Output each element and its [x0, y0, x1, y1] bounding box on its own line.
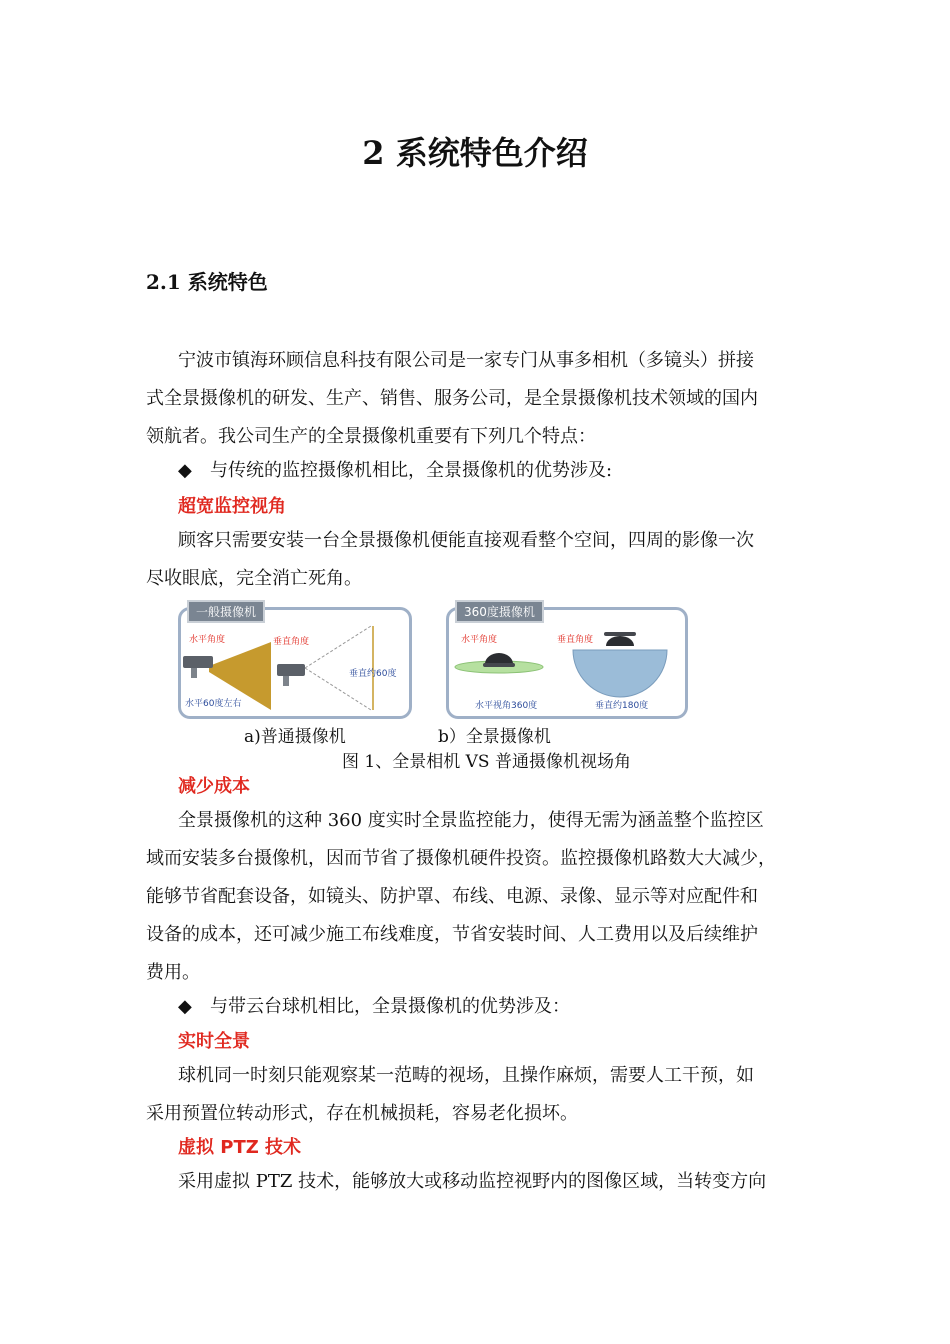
figure-tag: 一般摄像机 [187, 600, 265, 623]
label-horizontal-value: 水平60度左右 [185, 699, 242, 709]
bullet-text: 与传统的监控摄像机相比，全景摄像机的优势涉及: [210, 460, 613, 481]
paragraph-line: 全景摄像机的这种 360 度实时全景监控能力，使得无需为涵盖整个监控区 [178, 810, 764, 831]
label-vertical: 垂直角度 [273, 637, 310, 647]
feature-heading: 减少成本 [178, 776, 250, 797]
paragraph-line: 费用。 [146, 962, 200, 983]
paragraph-line: 采用预置位转动形式，存在机械损耗，容易老化损坏。 [146, 1103, 578, 1124]
dome-camera-icon [485, 653, 513, 664]
diamond-bullet-icon: ◆ [178, 460, 192, 481]
paragraph-line: 域而安装多台摄像机，因而节省了摄像机硬件投资。监控摄像机路数大大减少， [146, 848, 776, 869]
figure-normal-camera [178, 607, 412, 719]
paragraph-line: 能够节省配套设备，如镜头、防护罩、布线、电源、录像、显示等对应配件和 [146, 886, 758, 907]
diamond-bullet-icon: ◆ [178, 996, 192, 1017]
section-heading: 2.1 系统特色 [146, 270, 268, 294]
figure-tag: 360度摄像机 [455, 600, 544, 623]
figure-subcaption-a: a)普通摄像机 [244, 727, 346, 747]
paragraph-line: 领航者。我公司生产的全景摄像机重要有下列几个特点： [146, 426, 596, 447]
camera-body-icon [183, 656, 213, 668]
page-title: 2 系统特色介绍 [362, 134, 588, 172]
label-horizontal-value: 水平视角360度 [475, 701, 538, 711]
bullet-item [178, 992, 570, 1018]
camera-body-icon-2 [277, 664, 305, 676]
bullet-text: 与带云台球机相比，全景摄像机的优势涉及： [210, 996, 570, 1017]
paragraph-line: 球机同一时刻只能观察某一范畴的视场，且操作麻烦，需要人工干预，如 [178, 1065, 754, 1086]
label-vertical-value: 垂直约60度 [349, 669, 397, 679]
label-vertical-value: 垂直约180度 [595, 701, 649, 711]
paragraph-line: 设备的成本，还可减少施工布线难度，节省安装时间、人工费用以及后续维护 [146, 924, 758, 945]
vertical-fov-shape [573, 650, 667, 697]
paragraph-line: 采用虚拟 PTZ 技术，能够放大或移动监控视野内的图像区域，当转变方向 [178, 1171, 767, 1192]
bullet-item [178, 456, 612, 482]
paragraph-line: 顾客只需要安装一台全景摄像机便能直接观看整个空间，四周的影像一次 [178, 530, 754, 551]
figure-caption: 图 1、全景相机 VS 普通摄像机视场角 [342, 752, 631, 772]
feature-heading: 虚拟 PTZ 技术 [178, 1137, 302, 1158]
paragraph-line: 宁波市镇海环顾信息科技有限公司是一家专门从事多相机（多镜头）拼接 [178, 350, 754, 371]
feature-heading: 实时全景 [178, 1031, 250, 1052]
feature-heading: 超宽监控视角 [178, 496, 286, 517]
label-horizontal: 水平角度 [189, 635, 226, 645]
paragraph-line: 尽收眼底，完全消亡死角。 [146, 568, 362, 589]
paragraph-line: 式全景摄像机的研发、生产、销售、服务公司，是全景摄像机技术领域的国内 [146, 388, 758, 409]
figure-panoramic-camera [446, 607, 688, 719]
label-vertical: 垂直角度 [557, 635, 594, 645]
dome-camera-icon-2 [606, 636, 634, 646]
figure-subcaption-b: b）全景摄像机 [438, 727, 551, 747]
label-horizontal: 水平角度 [461, 635, 498, 645]
